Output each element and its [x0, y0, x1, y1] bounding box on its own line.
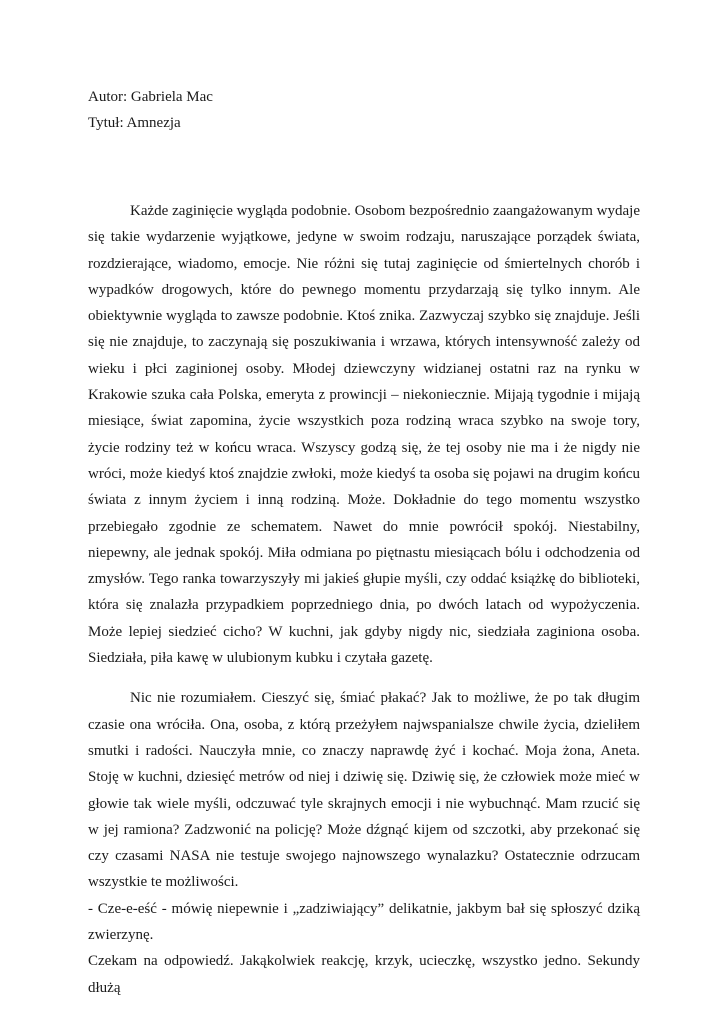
dialogue-line: - Cze-e-eść - mówię niepewnie i „zadziwiający” delikatnie, jakbym bał się spłoszyć dziką zwierzynę.	[88, 900, 640, 944]
author-line: Autor: Gabriela Mac	[88, 89, 213, 105]
title-line: Tytuł: Amnezja	[88, 115, 181, 131]
document-body	[88, 198, 640, 1001]
paragraph: Czekam na odpowiedź. Jakąkolwiek reakcję, krzyk, ucieczkę, wszystko jedno. Sekundy dłużą	[88, 953, 640, 996]
paragraph: Każde zaginięcie wygląda podobnie. Osobom bezpośrednio zaangażowanym wydaje się takie wydarzenie wyjątkowe, jedyne w swoim rodzaju, naruszające porządek świata, rozdzierające, wiadomo, emocje. Nie różni się tutaj zaginięcie od śmiertelnych chorób i wypadków drogowych, które do pewnego momentu przydarzają się tylko innym. Ale obiektywnie wygląda to zawsze podobnie. Ktoś znika. Zazwyczaj szybko się znajduje. Jeśli się nie znajduje, to zaczynają się poszukiwania i wrzawa, których intensywność zależy od wieku i płci zaginionej osoby. Młodej dziewczyny widzianej ostatni raz na rynku w Krakowie szuka cała Polska, emeryta z prowincji – niekoniecznie. Mijają tygodnie i mijają miesiące, świat zapomina, życie wszystkich poza rodziną wraca szybko na swoje tory, życie rodziny też w końcu wraca. Wszyscy godzą się, że tej osoby nie ma i że nigdy nie wróci, może kiedyś ktoś znajdzie zwłoki, może kiedyś ta osoba się pojawi na drugim końcu świata z innym życiem i inną rodziną. Może. Dokładnie do tego momentu wszystko przebiegało zgodnie ze schematem. Nawet do mnie powrócił spokój. Niestabilny, niepewny, ale jednak spokój. Miła odmiana po piętnastu miesiącach bólu i odchodzenia od zmysłów. Tego ranka towarzyszyły mi jakieś głupie myśli, czy oddać książkę do biblioteki, która się znalazła przypadkiem poprzedniego dnia, po dwóch latach od wypożyczenia. Może lepiej siedzieć cicho? W kuchni, jak gdyby nigdy nic, siedziała zaginiona osoba. Siedziała, piła kawę w ulubionym kubku i czytała gazetę.	[88, 203, 640, 667]
paragraph: Nic nie rozumiałem. Cieszyć się, śmiać płakać? Jak to możliwe, że po tak długim czasie ona wróciła. Ona, osoba, z którą przeżyłem najwspanialsze chwile życia, dzieliłem smutki i radości. Nauczyła mnie, co znaczy naprawdę żyć i kochać. Moja żona, Aneta. Stoję w kuchni, dziesięć metrów od niej i dziwię się. Dziwię się, że człowiek może mieć w głowie tak wiele myśli, odczuwać tyle skrajnych emocji i nie wybuchnąć. Mam rzucić się w jej ramiona? Zadzwonić na policję? Może dźgnąć kijem od szczotki, aby przekonać się czy czasami NASA nie testuje swojego najnowszego wynalazku? Ostatecznie odrzucam wszystkie te możliwości.	[88, 690, 640, 891]
document-page	[88, 84, 640, 1001]
